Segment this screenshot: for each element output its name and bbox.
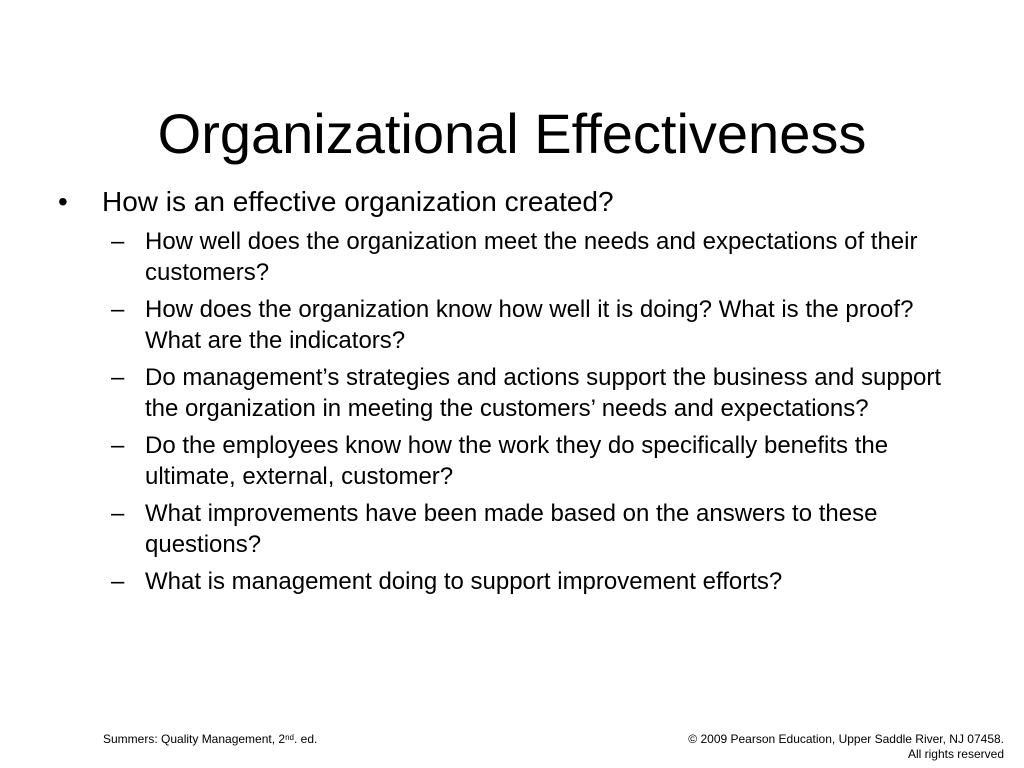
sub-bullet-text: What improvements have been made based on the answers to these questions? xyxy=(145,500,878,558)
sub-bullet-item xyxy=(111,362,945,424)
sub-bullet-text: Do management’s strategies and actions support the business and support the organization in meeting the customers’ needs and expectations? xyxy=(145,364,942,422)
sub-bullet-text: How does the organization know how well it is doing? What is the proof? What are the indicators? xyxy=(145,296,914,354)
sub-bullet-item xyxy=(111,226,945,288)
footer-copyright-line2: All rights reserved xyxy=(907,747,1004,761)
bullet-marker: • xyxy=(58,186,68,217)
sub-bullet-marker: – xyxy=(111,432,125,459)
sub-bullet-marker: – xyxy=(111,296,125,323)
sub-bullet-item xyxy=(111,498,945,560)
bullet-text: How is an effective organization created? xyxy=(102,186,614,217)
sub-bullet-marker: – xyxy=(111,228,125,255)
footer-copyright xyxy=(688,732,1004,762)
footer-citation-suffix: . ed. xyxy=(293,732,318,746)
footer-citation-superscript: nd xyxy=(285,733,294,742)
sub-bullet-marker: – xyxy=(111,500,125,527)
sub-bullet-list xyxy=(111,226,958,597)
footer-copyright-line1: © 2009 Pearson Education, Upper Saddle River, NJ 07458. xyxy=(688,732,1004,746)
footer-citation xyxy=(103,732,317,747)
bullet-item xyxy=(58,184,958,220)
slide-content xyxy=(58,184,958,603)
sub-bullet-item xyxy=(111,566,945,597)
sub-bullet-item xyxy=(111,294,945,356)
sub-bullet-text: What is management doing to support improvement efforts? xyxy=(145,568,783,595)
sub-bullet-item xyxy=(111,430,945,492)
footer-citation-prefix: Summers: Quality Management, 2 xyxy=(103,732,286,746)
sub-bullet-text: Do the employees know how the work they do specifically benefits the ultimate, external, customer? xyxy=(145,432,889,490)
sub-bullet-marker: – xyxy=(111,364,125,391)
sub-bullet-marker: – xyxy=(111,568,125,595)
slide-title: Organizational Effectiveness xyxy=(157,101,867,165)
sub-bullet-text: How well does the organization meet the needs and expectations of their customers? xyxy=(145,228,918,286)
